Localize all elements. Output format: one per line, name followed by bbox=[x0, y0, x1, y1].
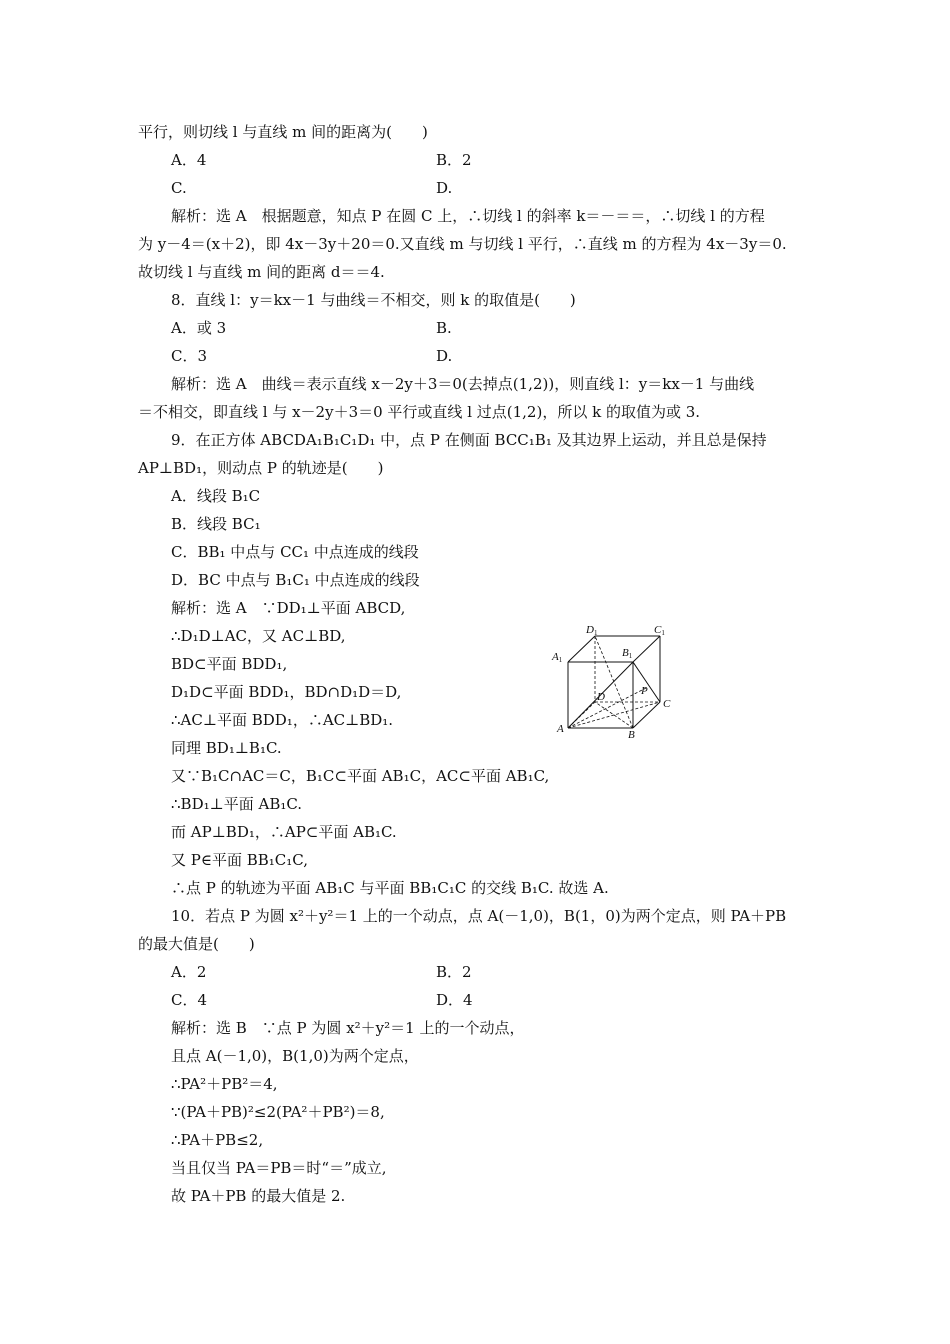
text-line: ∴AC⊥平面 BDD₁，∴AC⊥BD₁. bbox=[171, 711, 394, 729]
line-ap bbox=[568, 688, 646, 728]
text-line: 解析：选 A ∵DD₁⊥平面 ABCD, bbox=[171, 599, 406, 617]
label-a1: A1 bbox=[552, 651, 563, 664]
label-p: P bbox=[641, 685, 648, 697]
cube-figure bbox=[550, 622, 680, 740]
label-d1: D1 bbox=[586, 624, 598, 637]
text-line: D. bbox=[436, 179, 453, 197]
text-line: BD⊂平面 BDD₁, bbox=[171, 655, 288, 673]
text-line: C．3 bbox=[171, 347, 208, 365]
text-line: ∴BD₁⊥平面 AB₁C. bbox=[171, 795, 303, 813]
text-line: C. bbox=[171, 179, 187, 197]
text-line: 10．若点 P 为圆 x²＋y²＝1 上的一个动点，点 A(－1,0)，B(1，0)为两个定点，则 PA＋PB bbox=[171, 907, 787, 925]
text-line: ∴点 P 的轨迹为平面 AB₁C 与平面 BB₁C₁C 的交线 B₁C. 故选 A. bbox=[171, 879, 609, 897]
edge-a1d1 bbox=[568, 636, 595, 662]
text-line: C．4 bbox=[171, 991, 208, 1009]
text-line: ＝不相交，即直线 l 与 x－2y＋3＝0 平行或直线 l 过点(1,2)，所以 k 的取值为或 3. bbox=[138, 403, 701, 421]
label-b1: B1 bbox=[622, 647, 633, 660]
text-line: ∴PA＋PB≤2, bbox=[171, 1131, 264, 1149]
text-line: A．或 3 bbox=[171, 319, 227, 337]
text-line: 故切线 l 与直线 m 间的距离 d＝＝4. bbox=[138, 263, 385, 281]
text-line: 同理 BD₁⊥B₁C. bbox=[171, 739, 282, 757]
text-line: B. bbox=[436, 319, 452, 337]
text-line: AP⊥BD₁，则动点 P 的轨迹是( ) bbox=[138, 459, 384, 477]
text-line: D. bbox=[436, 347, 453, 365]
text-line: 又 P∈平面 BB₁C₁C, bbox=[171, 851, 308, 869]
text-line: ∴D₁D⊥AC，又 AC⊥BD, bbox=[171, 627, 346, 645]
text-line: 的最大值是( ) bbox=[138, 935, 255, 953]
label-b: B bbox=[628, 729, 635, 740]
text-line: B．2 bbox=[436, 963, 472, 981]
text-line: A．线段 B₁C bbox=[171, 487, 261, 505]
text-line: D₁D⊂平面 BDD₁，BD∩D₁D＝D, bbox=[171, 683, 402, 701]
text-line: 8．直线 l：y＝kx－1 与曲线＝不相交，则 k 的取值是( ) bbox=[171, 291, 576, 309]
label-d: D bbox=[597, 691, 605, 703]
label-c1: C1 bbox=[654, 624, 665, 637]
text-line: B．线段 BC₁ bbox=[171, 515, 261, 533]
text-line: 平行，则切线 l 与直线 m 间的距离为( ) bbox=[138, 123, 428, 141]
text-line: 且点 A(－1,0)，B(1,0)为两个定点， bbox=[171, 1047, 419, 1065]
text-line: 解析：选 B ∵点 P 为圆 x²＋y²＝1 上的一个动点， bbox=[171, 1019, 525, 1037]
text-line: 9．在正方体 ABCDA₁B₁C₁D₁ 中，点 P 在侧面 BCC₁B₁ 及其边界上运动，并且总是保持 bbox=[171, 431, 767, 449]
text-line: 当且仅当 PA＝PB＝时“＝”成立, bbox=[171, 1159, 387, 1177]
text-line: 解析：选 A 根据题意，知点 P 在圆 C 上，∴切线 l 的斜率 k＝－＝＝，∴切线 l 的方程 bbox=[171, 207, 765, 225]
text-line: 故 PA＋PB 的最大值是 2. bbox=[171, 1187, 346, 1205]
text-line: D．BC 中点与 B₁C₁ 中点连成的线段 bbox=[171, 571, 420, 589]
text-line: D．4 bbox=[436, 991, 473, 1009]
text-line: A．2 bbox=[171, 963, 207, 981]
text-line: B．2 bbox=[436, 151, 472, 169]
text-line: ∴PA²＋PB²＝4, bbox=[171, 1075, 278, 1093]
text-line: A．4 bbox=[171, 151, 207, 169]
text-line: 而 AP⊥BD₁，∴AP⊂平面 AB₁C. bbox=[171, 823, 397, 841]
text-line: ∵(PA＋PB)²≤2(PA²＋PB²)＝8, bbox=[171, 1103, 385, 1121]
label-c: C bbox=[663, 698, 671, 710]
edge-b1c1 bbox=[633, 636, 660, 662]
label-a: A bbox=[557, 723, 564, 735]
text-line: 为 y－4＝(x＋2)，即 4x－3y＋20＝0.又直线 m 与切线 l 平行，∴直线 m 的方程为 4x－3y＝0. bbox=[138, 235, 787, 253]
text-line: 解析：选 A 曲线＝表示直线 x－2y＋3＝0(去掉点(1,2))，则直线 l：y＝kx－1 与曲线 bbox=[171, 375, 755, 393]
text-line: C．BB₁ 中点与 CC₁ 中点连成的线段 bbox=[171, 543, 419, 561]
text-line: 又∵B₁C∩AC＝C，B₁C⊂平面 AB₁C，AC⊂平面 AB₁C, bbox=[171, 767, 550, 785]
